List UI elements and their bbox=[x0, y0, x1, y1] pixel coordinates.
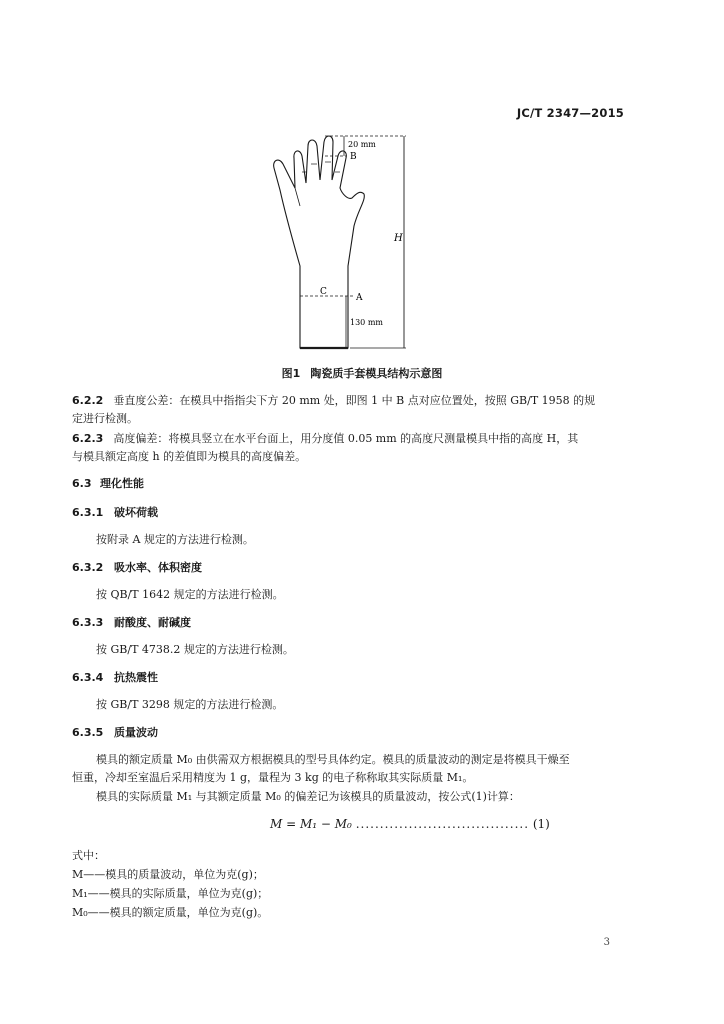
section-6-3-4-body: 按 GB/T 3298 规定的方法进行检测。 bbox=[96, 698, 284, 711]
section-title: 质量波动 bbox=[114, 726, 158, 739]
section-number: 6.3.5 bbox=[72, 726, 104, 739]
section-6-2-2 bbox=[72, 392, 595, 428]
figure-caption-title: 陶瓷质手套模具结构示意图 bbox=[310, 367, 443, 380]
section-title: 吸水率、体积密度 bbox=[114, 561, 202, 574]
standard-code: JC/T 2347—2015 bbox=[516, 106, 624, 120]
section-number: 6.2.3 bbox=[72, 432, 104, 445]
section-number: 6.2.2 bbox=[72, 394, 104, 407]
formula-expression: M = M₁ − M₀ bbox=[270, 817, 352, 831]
section-heading-6-3-2 bbox=[72, 559, 202, 575]
section-6-3-2-body: 按 QB/T 1642 规定的方法进行检测。 bbox=[96, 588, 284, 601]
section-6-3-5-para2: 模具的实际质量 M₁ 与其额定质量 M₀ 的偏差记为该模具的质量波动，按公式(1)计算： bbox=[96, 790, 520, 803]
page-number: 3 bbox=[603, 937, 610, 948]
paragraph-line: 垂直度公差：在模具中指指尖下方 20 mm 处，即图 1 中 B 点对应位置处，按照 GB/T 1958 的规 bbox=[113, 394, 596, 407]
section-number: 6.3.2 bbox=[72, 561, 104, 574]
paragraph-line: 定进行检测。 bbox=[72, 412, 138, 425]
figure-caption-number: 图1 bbox=[281, 367, 301, 380]
label-20mm: 20 mm bbox=[348, 140, 376, 149]
section-number: 6.3.3 bbox=[72, 616, 104, 629]
where-item: M——模具的质量波动，单位为克(g)； bbox=[72, 868, 264, 881]
section-title: 破坏荷载 bbox=[114, 506, 158, 519]
section-6-3-3-body: 按 GB/T 4738.2 规定的方法进行检测。 bbox=[96, 643, 294, 656]
section-heading-6-3-3 bbox=[72, 614, 191, 630]
section-heading-6-3-4 bbox=[72, 669, 158, 685]
section-6-3-5-para1-line1: 模具的额定质量 M₀ 由供需双方根据模具的型号具体约定。模具的质量波动的测定是将模具干燥至 bbox=[96, 753, 570, 766]
section-title: 耐酸度、耐碱度 bbox=[114, 616, 191, 629]
formula-number: (1) bbox=[532, 817, 550, 831]
section-6-2-3 bbox=[72, 430, 578, 466]
label-130mm: 130 mm bbox=[350, 318, 383, 327]
where-item: M₁——模具的实际质量，单位为克(g)； bbox=[72, 887, 269, 900]
section-number: 6.3 bbox=[72, 477, 92, 490]
thumb-crease bbox=[295, 188, 300, 206]
where-list bbox=[72, 846, 268, 922]
label-b: B bbox=[350, 152, 357, 162]
figure-caption bbox=[0, 365, 724, 381]
section-title: 抗热震性 bbox=[114, 671, 158, 684]
glove-outline bbox=[274, 136, 365, 348]
section-number: 6.3.4 bbox=[72, 671, 104, 684]
section-heading-6-3-1 bbox=[72, 504, 158, 520]
label-h: H bbox=[394, 233, 403, 244]
formula-1 bbox=[270, 817, 550, 831]
where-intro: 式中： bbox=[72, 849, 105, 862]
formula-dots: .................................... bbox=[355, 817, 530, 831]
label-a: A bbox=[356, 293, 363, 303]
section-6-3-1-body: 按附录 A 规定的方法进行检测。 bbox=[96, 533, 254, 546]
section-heading-6-3 bbox=[72, 475, 144, 491]
label-c: C bbox=[320, 287, 327, 297]
section-6-3-5-para1-line2: 恒重，冷却至室温后采用精度为 1 g，量程为 3 kg 的电子称称取其实际质量 M₁。 bbox=[72, 771, 474, 784]
where-item: M₀——模具的额定质量，单位为克(g)。 bbox=[72, 906, 269, 919]
section-number: 6.3.1 bbox=[72, 506, 104, 519]
glove-mold-figure bbox=[270, 128, 440, 354]
section-title: 理化性能 bbox=[100, 477, 144, 490]
paragraph-line: 高度偏差：将模具竖立在水平台面上，用分度值 0.05 mm 的高度尺测量模具中指的高度 H，其 bbox=[113, 432, 579, 445]
paragraph-line: 与模具额定高度 h 的差值即为模具的高度偏差。 bbox=[72, 450, 307, 463]
section-heading-6-3-5 bbox=[72, 724, 158, 740]
